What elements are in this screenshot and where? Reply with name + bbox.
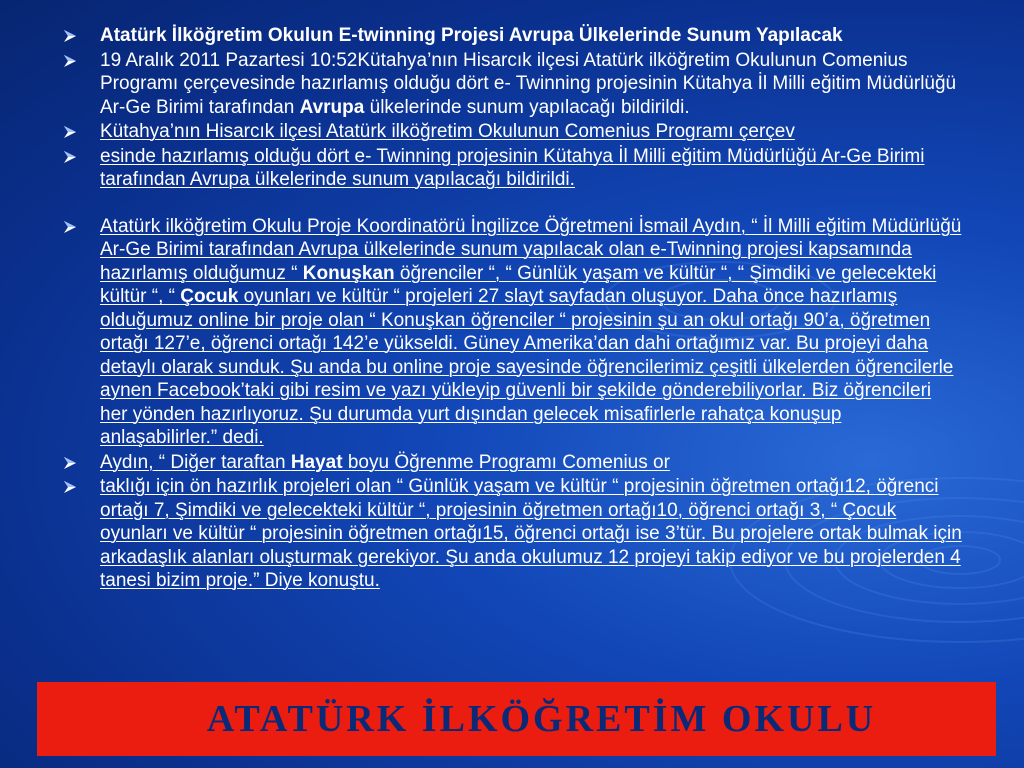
bullet-link-text[interactable]: Hayat: [290, 451, 343, 473]
bullet-item: [62, 24, 962, 48]
bullet-link-text[interactable]: boyu Öğrenme Programı Comenius or: [342, 451, 670, 473]
school-name-banner: [37, 682, 996, 756]
arrow-bullet-icon: [62, 53, 78, 69]
arrow-bullet-icon: [62, 479, 78, 495]
arrow-bullet-icon: [62, 455, 78, 471]
bullet-link-text[interactable]: Çocuk: [180, 286, 239, 307]
bullet-text: Avrupa: [299, 96, 365, 118]
bullet-item: [62, 215, 962, 450]
arrow-bullet-icon: [62, 124, 78, 140]
bullet-list: [62, 24, 962, 594]
bullet-link-text[interactable]: öğrenciler “, “ Günlük yaşam ve kültür “, “ Şimdiki ve gelecekteki kültür “, “: [100, 262, 937, 307]
bullet-text: Atatürk İlköğretim Okulun E-twinning Projesi Avrupa Ülkelerinde Sunum Yapılacak: [100, 25, 843, 46]
arrow-bullet-icon: [62, 28, 78, 44]
bullet-link-text[interactable]: Konuşkan: [302, 262, 395, 284]
bullet-item: [62, 451, 962, 475]
bullet-item: [62, 145, 962, 192]
bullet-item: [62, 49, 962, 120]
bullet-link-text[interactable]: Aydın, “ Diğer taraftan: [100, 451, 291, 473]
bullet-item: [62, 475, 962, 593]
bullet-link-text[interactable]: oyunları ve kültür “ projeleri 27 slayt sayfadan oluşuyor. Daha önce hazırlamış olduğumuz online bir proje olan “ Konuşkan öğrenciler “ projesinin şu an okul ortağı 90’a, öğretmen ortağı 127’e, öğrenci ortağı 142’e yükseldi. Güney Amerika’dan dahi ortağımız var. Bu projeyi daha detaylı olarak sunduk. Şu anda bu online proje sayesinde öğrencilerimiz çeşitli ülkelerden öğrencilerle aynen Facebook’taki gibi resim ve yazı yükleyip güvenli bir şekilde gönderebiliyorlar. Biz öğrencileri her yönden hazırlıyoruz. Şu durumda yurt dışından gelecek misafirlerle rahatça konuşup anlaşabilirler.” dedi.: [100, 286, 954, 448]
bullet-link-text[interactable]: Kütahya’nın Hisarcık ilçesi Atatürk ilköğretim Okulunun Comenius Programı çerçev: [100, 121, 795, 142]
banner-title: ATATÜRK İLKÖĞRETİM OKULU: [206, 698, 877, 740]
bullet-item: [62, 120, 962, 144]
bullet-text: ülkelerinde sunum yapılacağı bildirildi.: [364, 96, 690, 118]
bullet-link-text[interactable]: esinde hazırlamış olduğu dört e- Twinning projesinin Kütahya İl Milli eğitim Müdürlüğü Ar-Ge Birimi tarafından Avrupa ülkelerinde sunum yapılacağı bildirildi.: [100, 145, 925, 190]
arrow-bullet-icon: [62, 219, 78, 235]
bullet-link-text[interactable]: Atatürk ilköğretim Okulu Proje Koordinatörü İngilizce Öğretmeni İsmail Aydın, “ İl Milli eğitim Müdürlüğü Ar-Ge Birimi tarafından Avrupa ülkelerinde sunum yapılacak olan e-Twinning projesi kapsamında hazırlamış olduğumuz “: [100, 215, 962, 284]
bullet-text: 19 Aralık 2011 Pazartesi 10:52Kütahya’nın Hisarcık ilçesi Atatürk ilköğretim Okulunun Comenius Programı çerçevesinde hazırlamış olduğu dört e- Twinning projesinin Kütahya İl Milli eğitim Müdürlüğü Ar-Ge Birimi tarafından: [100, 49, 957, 118]
arrow-bullet-icon: [62, 149, 78, 165]
bullet-link-text[interactable]: taklığı için ön hazırlık projeleri olan “ Günlük yaşam ve kültür “ projesinin öğretmen ortağı12, öğrenci ortağı 7, Şimdiki ve gelecekteki kültür “, projesinin öğretmen ortağı10, öğrenci ortağı 3, “ Çocuk oyunları ve kültür “ projesinin öğretmen ortağı15, öğrenci ortağı ise 3’tür. Bu projelere ortak bulmak için arkadaşlık alanları oluşturmak gerekiyor. Şu anda okulumuz 12 projeyi takip ediyor ve bu projelerden 4 tanesi bizim proje.” Diye konuştu.: [100, 476, 962, 591]
